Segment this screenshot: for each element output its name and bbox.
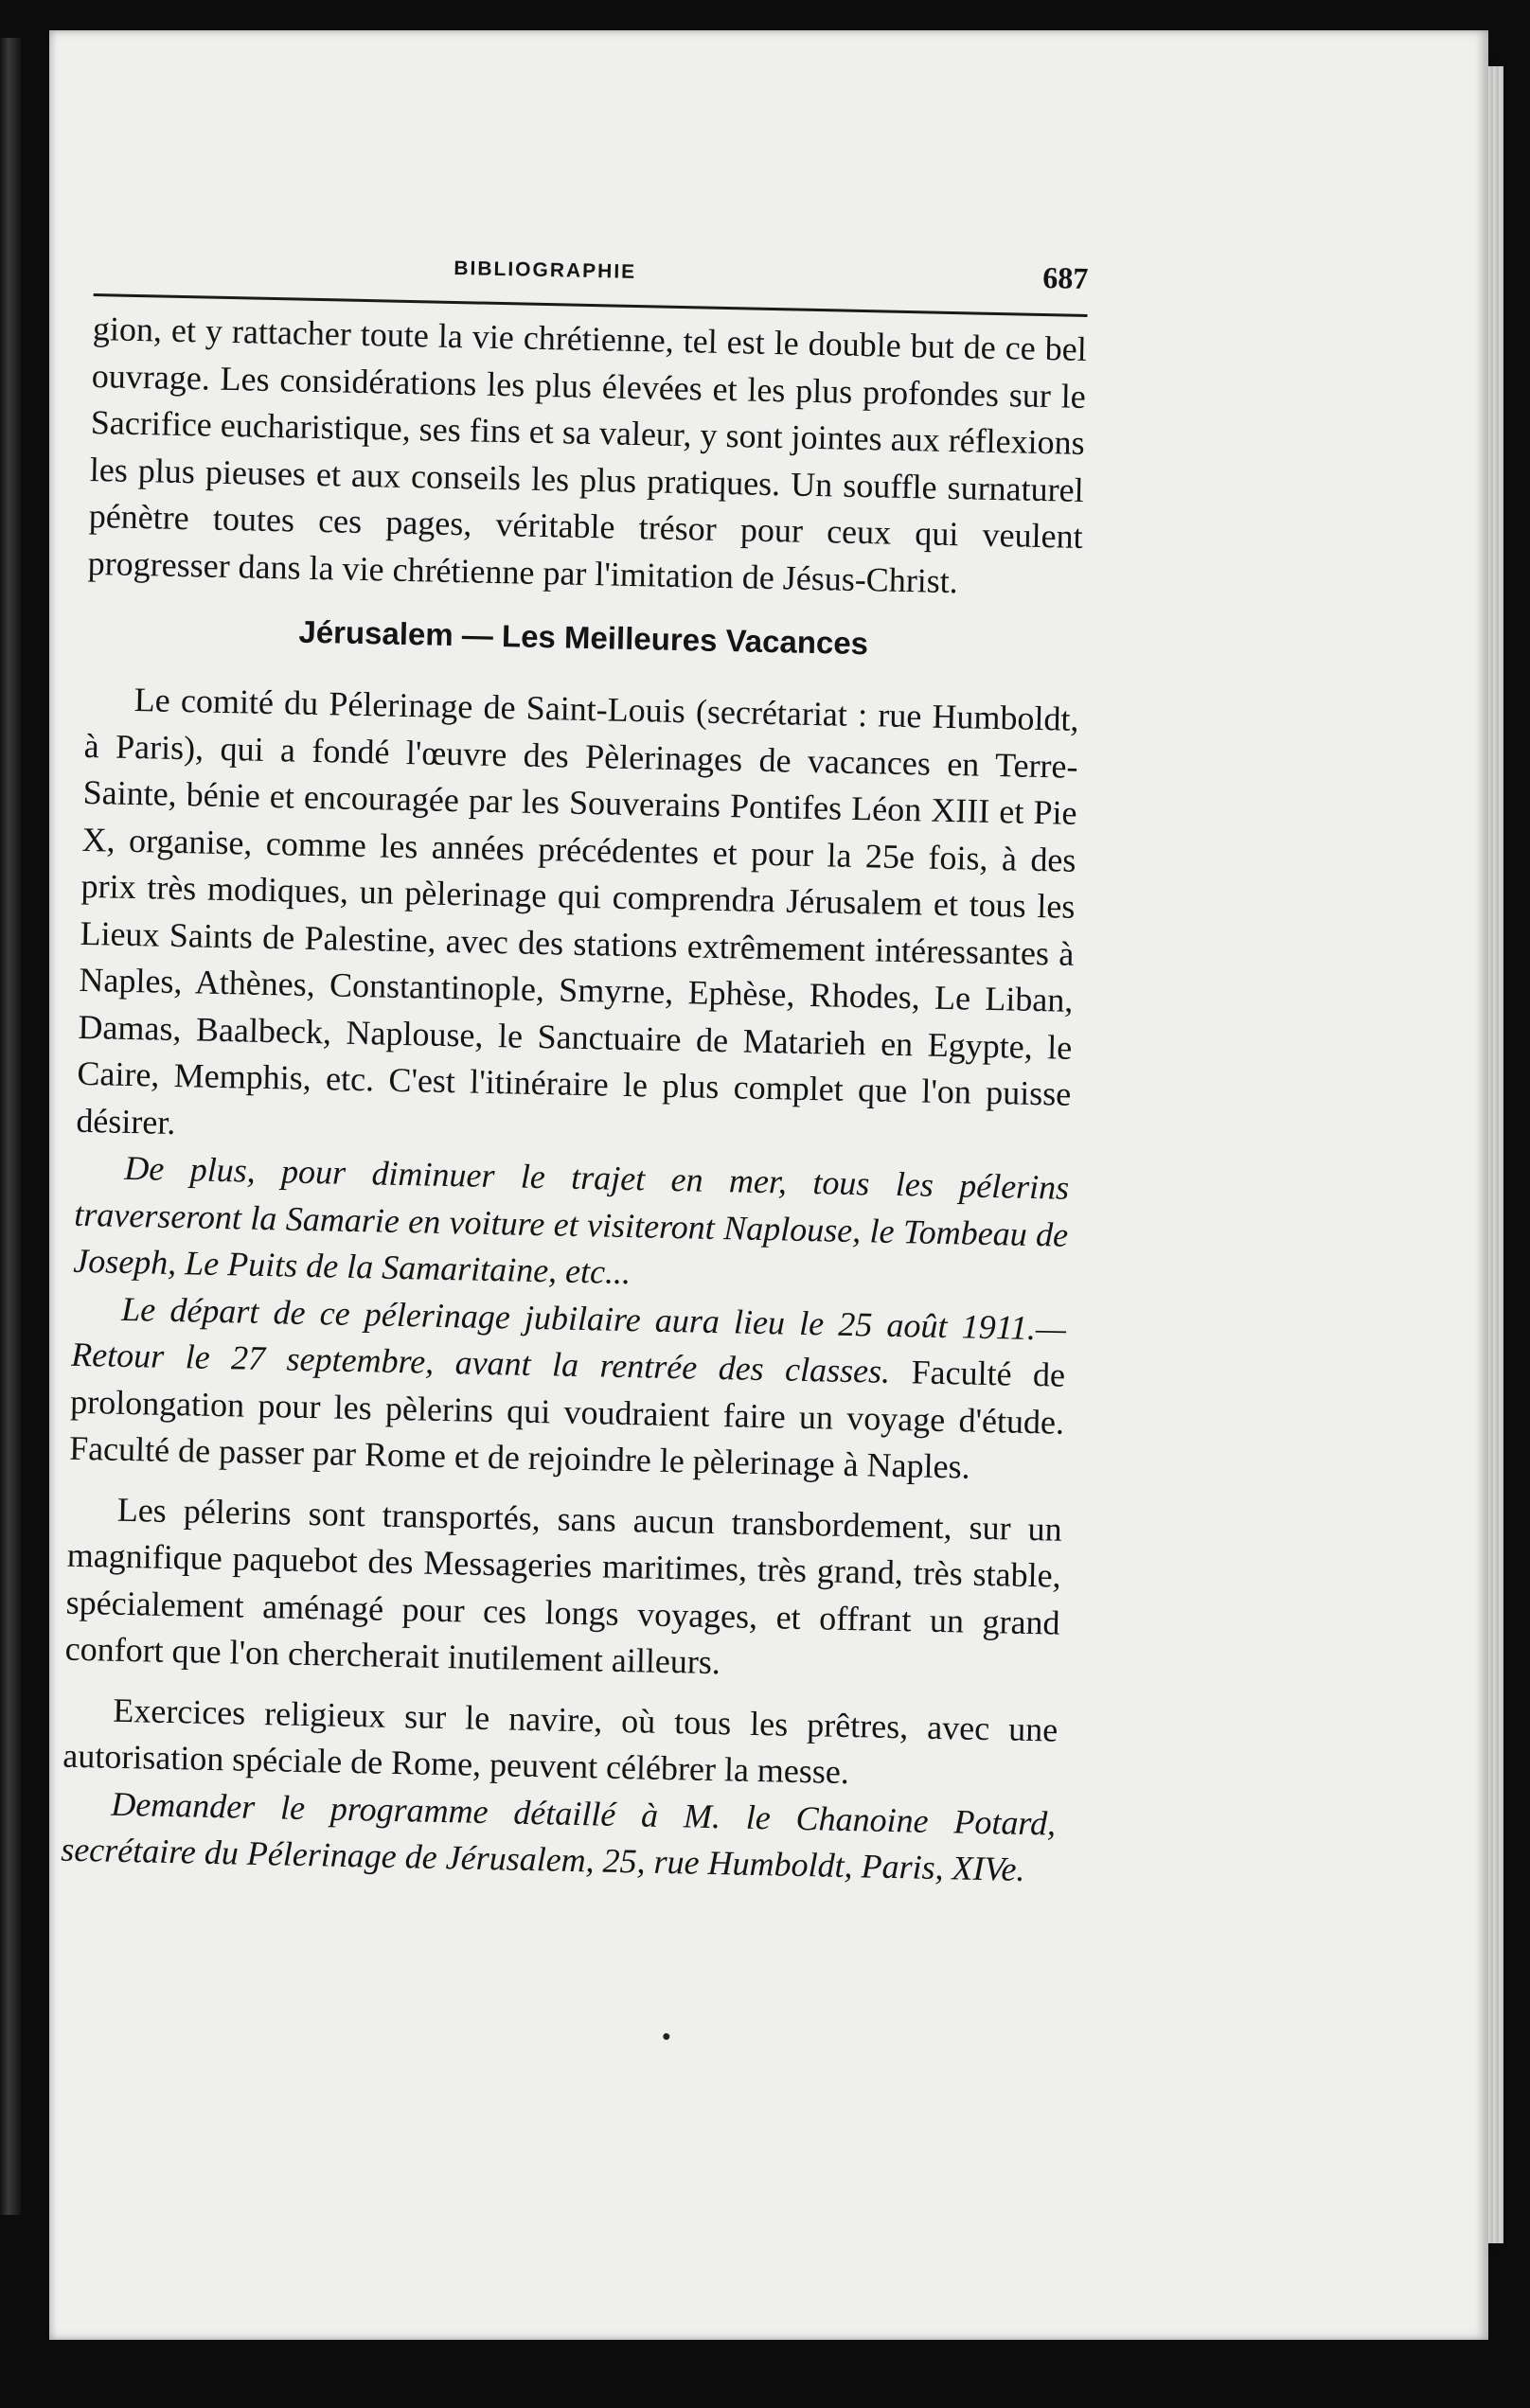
departure-dates-text: Le départ de ce pélerinage jubilaire aura lieu le 25 août 1911.— Retour le 27 septembre, avant la rentrée des classes.: [70, 1289, 1067, 1390]
page-number: 687: [1041, 259, 1089, 295]
paragraph-pilgrimage: Le comité du Pélerinage de Saint-Louis (secrétariat : rue Humboldt, à Paris), qui a fondé l'œuvre des Pèlerinages de vacances en Terre-Sainte, bénie et encouragée par les Souverains Pontifes Léon XIII et Pie X, organise, comme les années précédentes et pour la 25e fois, à des prix très modiques, un pèlerinage qui comprendra Jérusalem et tous les Lieux Saints de Palestine, avec des stations extrêmement intéressantes à Naples, Athènes, Constantinople, Smyrne, Ephèse, Rhodes, Le Liban, Damas, Baalbeck, Naplouse, le Sanctuaire de Matarieh en Egypte, le Caire, Memphis, etc. C'est l'itinéraire le plus complet que l'on puisse désirer.: [76, 680, 1079, 1142]
paragraph-steamer: Les pélerins sont transportés, sans aucun transbordement, sur un magnifique paquebot des Messageries maritimes, très grand, très stable, spécialement aménagé pour ces longs voyages, et offrant un grand confort que l'on chercherait inutilement ailleurs.: [64, 1490, 1063, 1682]
continuation-paragraph: gion, et y rattacher toute la vie chrétienne, tel est le double but de ce bel ouvrage. Les considérations les plus élevées et les plus profondes sur le Sacrifice eucharistique, ses fins et sa valeur, y sont jointes aux réflexions les plus pieuses et aux conseils les plus pratiques. Un souffle surnaturel pénètre toutes ces pages, véritable trésor pour ceux qui veulent progresser dans la vie chrétienne par l'imitation de Jésus-Christ.: [87, 309, 1088, 600]
paragraph-departure: [69, 1284, 1067, 1493]
paragraph-contact: Demander le programme détaillé à M. le Chanoine Potard, secrétaire du Pélerinage de Jérusalem, 25, rue Humboldt, Paris, XIVe.: [60, 1784, 1057, 1888]
article-heading: Jérusalem — Les Meilleures Vacances: [298, 613, 869, 662]
paragraph-samaria: De plus, pour diminuer le trajet en mer, tous les pélerins traverseront la Samarie en voiture et visiteront Naplouse, le Tombeau de Joseph, Le Puits de la Samaritaine, etc...: [72, 1148, 1070, 1292]
running-head-title: BIBLIOGRAPHIE: [454, 257, 637, 283]
facing-page-edge: [0, 38, 21, 2215]
page-content: [61, 237, 1089, 1894]
paragraph-religious-exercises: Exercices religieux sur le navire, où tous les prêtres, avec une autorisation spéciale de Rome, peuvent célébrer la messe.: [62, 1691, 1059, 1792]
extension-text: Faculté de prolongation pour les pèlerins qui voudraient faire un voyage d'étude. Faculté de passer par Rome et de rejoindre le pèlerinage à Naples.: [68, 1352, 1066, 1486]
